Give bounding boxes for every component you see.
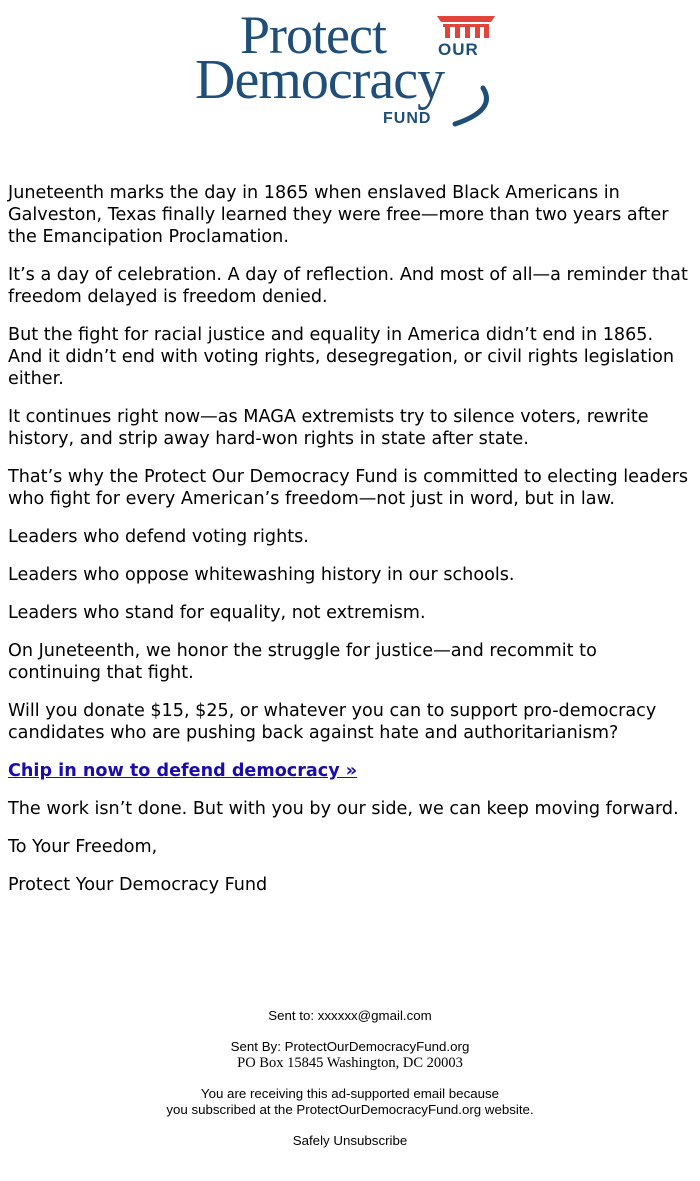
body-paragraph: But the fight for racial justice and equality in America didn’t end in 1865. And it didn’t end with voting rights, desegregation, or civil rights legislation either.: [8, 325, 674, 389]
unsubscribe-row: [0, 1133, 700, 1149]
sign-off: To Your Freedom,: [8, 837, 158, 857]
logo-text-democracy: Democracy: [195, 49, 445, 111]
email-header: [0, 0, 700, 150]
logo-text-fund: FUND: [383, 110, 432, 127]
body-paragraph: Leaders who stand for equality, not extremism.: [8, 603, 426, 623]
cta-paragraph: [8, 760, 692, 782]
chip-in-donate-link[interactable]: Chip in now to defend democracy »: [8, 761, 358, 781]
body-paragraph: It’s a day of celebration. A day of reflection. And most of all—a reminder that freedom delayed is freedom denied.: [8, 265, 688, 307]
postal-address: PO Box 15845 Washington, DC 20003: [237, 1055, 463, 1071]
capitol-building-icon: [435, 14, 497, 40]
notice-line-2: you subscribed at the ProtectOurDemocracyFund.org website.: [166, 1102, 534, 1117]
logo-text-our: OUR: [438, 40, 479, 59]
email-footer: [0, 1008, 700, 1164]
sent-to-line: Sent to: xxxxxx@gmail.com: [268, 1008, 432, 1023]
body-paragraph: Juneteenth marks the day in 1865 when enslaved Black Americans in Galveston, Texas finally learned they were free—more than two years after the Emancipation Proclamation.: [8, 183, 669, 247]
body-paragraph: Leaders who defend voting rights.: [8, 527, 309, 547]
body-paragraph: Will you donate $15, $25, or whatever you can to support pro-democracy candidates who are pushing back against hate and authoritarianism?: [8, 701, 657, 743]
unsubscribe-link[interactable]: Safely Unsubscribe: [292, 1133, 408, 1148]
email-body: [8, 182, 692, 912]
subscription-notice: [0, 1086, 700, 1118]
closing-paragraph: The work isn’t done. But with you by our side, we can keep moving forward.: [8, 799, 679, 819]
body-paragraph: Leaders who oppose whitewashing history in our schools.: [8, 565, 515, 585]
sender-block: [0, 1039, 700, 1071]
signature: Protect Your Democracy Fund: [8, 875, 268, 895]
notice-line-1: You are receiving this ad-supported email because: [200, 1086, 500, 1101]
protect-our-democracy-logo[interactable]: [195, 5, 505, 135]
body-paragraph: That’s why the Protect Our Democracy Fund is committed to electing leaders who fight for every American’s freedom—not just in word, but in law.: [8, 467, 689, 509]
body-paragraph: On Juneteenth, we honor the struggle for justice—and recommit to continuing that fight.: [8, 641, 597, 683]
logo-text-protect: Protect: [240, 5, 386, 65]
body-paragraph: It continues right now—as MAGA extremists try to silence voters, rewrite history, and strip away hard-won rights in state after state.: [8, 407, 649, 449]
sent-by-line: Sent By: ProtectOurDemocracyFund.org: [230, 1039, 470, 1054]
